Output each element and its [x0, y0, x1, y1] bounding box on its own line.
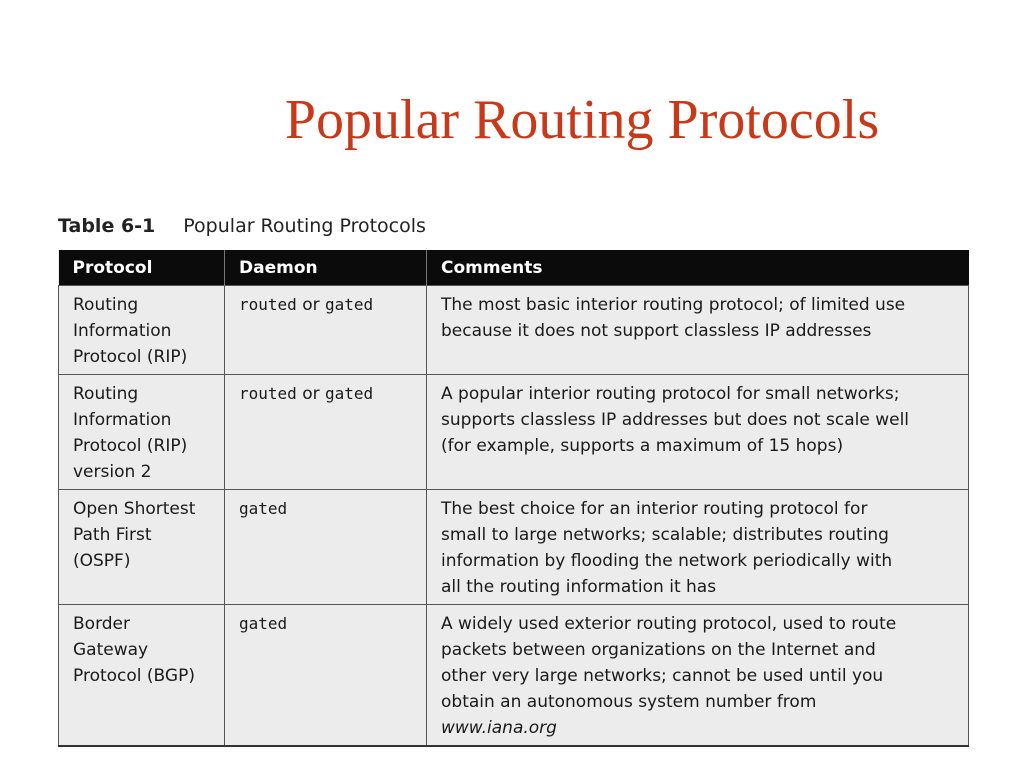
protocol-cell: Border Gateway Protocol (BGP) — [59, 605, 225, 747]
iana-url: www.iana.org — [441, 718, 557, 738]
daemon-separator: or — [296, 384, 325, 404]
protocol-cell: Routing Information Protocol (RIP) version 2 — [59, 375, 225, 490]
daemon-name: gated — [325, 295, 374, 314]
daemon-separator: or — [296, 295, 325, 315]
protocol-cell: Routing Information Protocol (RIP) — [59, 286, 225, 375]
table-caption-number: Table 6-1 — [58, 215, 156, 237]
table-caption — [58, 215, 426, 237]
table-row — [59, 375, 969, 490]
daemon-name: routed — [239, 384, 297, 403]
comments-cell: The most basic interior routing protocol; of limited use because it does not support classless IP addresses — [427, 286, 969, 375]
slide-title: Popular Routing Protocols — [284, 89, 880, 151]
daemon-cell — [225, 375, 427, 490]
header-comments: Comments — [427, 250, 969, 286]
table-header-row — [59, 250, 969, 286]
daemon-name: gated — [325, 384, 374, 403]
protocol-cell: Open Shortest Path First (OSPF) — [59, 490, 225, 605]
daemon-name: gated — [239, 614, 288, 633]
header-protocol: Protocol — [59, 250, 225, 286]
routing-protocols-table — [58, 250, 969, 747]
table-row — [59, 490, 969, 605]
daemon-cell — [225, 490, 427, 605]
comments-cell: A popular interior routing protocol for small networks; supports classless IP addresses but does not scale well (for example, supports a maximum of 15 hops) — [427, 375, 969, 490]
daemon-name: gated — [239, 499, 288, 518]
comments-cell — [427, 605, 969, 747]
daemon-cell — [225, 605, 427, 747]
daemon-name: routed — [239, 295, 297, 314]
table-row — [59, 605, 969, 747]
table-row — [59, 286, 969, 375]
comments-text: A widely used exterior routing protocol, used to route packets between organizations on the Internet and other very large networks; cannot be used until you obtain an autonomous system number from — [441, 614, 897, 712]
header-daemon: Daemon — [225, 250, 427, 286]
table-caption-title: Popular Routing Protocols — [183, 215, 426, 237]
comments-cell: The best choice for an interior routing protocol for small to large networks; scalable; distributes routing information by flooding the network periodically with all the routing information it has — [427, 490, 969, 605]
daemon-cell — [225, 286, 427, 375]
